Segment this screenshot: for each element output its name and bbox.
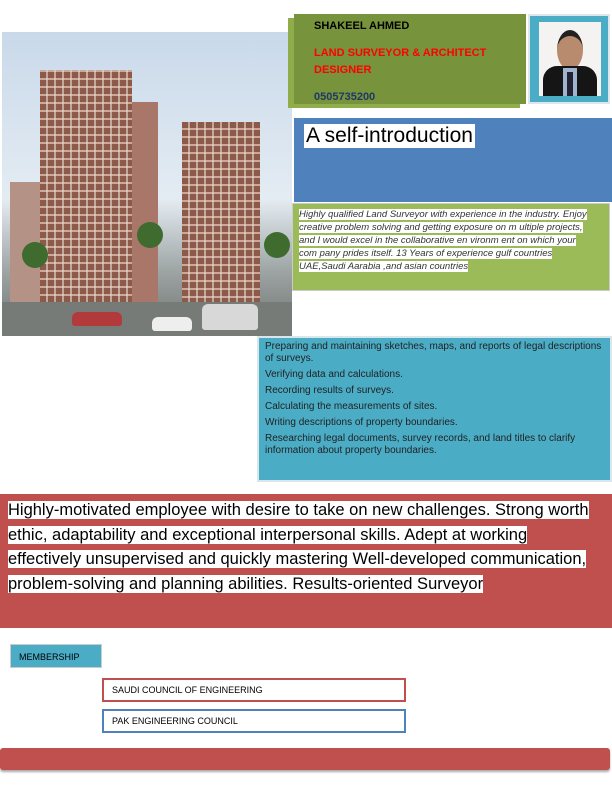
duty-item: Calculating the measurements of sites.: [265, 401, 438, 412]
profile-photo: [539, 22, 601, 96]
duty-item: Preparing and maintaining sketches, maps, and reports of legal descriptions of surveys.: [265, 341, 602, 364]
intro-text-content: Highly qualified Land Surveyor with experience in the industry. Enjoy creative problem solving and getting exposure on m ultiple projects, and I would excel in the collaborative en vironm ent on which your com pany prides itself. 13 Years of experience gulf countries UAE,Saudi Aarabia ,and asian countries: [299, 209, 587, 272]
profile-photo-frame: [528, 14, 610, 104]
phone: 0505735200: [314, 91, 376, 103]
summary: [8, 498, 604, 596]
membership-item: PAK ENGINEERING COUNCIL: [102, 709, 406, 733]
job-title-line2: DESIGNER: [314, 64, 372, 76]
duty-item: Writing descriptions of property boundaries.: [265, 417, 458, 428]
duty-item: Recording results of surveys.: [265, 385, 394, 396]
summary-text: Highly-motivated employee with desire to take on new challenges. Strong worth ethic, adaptability and exceptional interpersonal skills. Adept at working effectively unsupervised and quickly mastering Well-developed communication, problem-solving and planning abilities. Results-oriented Surveyor: [8, 501, 589, 593]
membership-item: SAUDI COUNCIL OF ENGINEERING: [102, 678, 406, 702]
duty-item: Verifying data and calculations.: [265, 369, 403, 380]
building-photo: [2, 32, 292, 336]
footer-bar: [0, 748, 610, 770]
name-card: [294, 14, 526, 104]
intro-heading: A self-introduction: [306, 124, 473, 147]
duties-list: [265, 341, 605, 461]
duty-item: Researching legal documents, survey records, and land titles to clarify information about property boundaries.: [265, 433, 576, 456]
intro-text: [299, 208, 589, 273]
job-title-line1: LAND SURVEYOR & ARCHITECT: [314, 47, 487, 59]
name: SHAKEEL AHMED: [314, 20, 410, 32]
membership-label: MEMBERSHIP: [10, 644, 102, 668]
